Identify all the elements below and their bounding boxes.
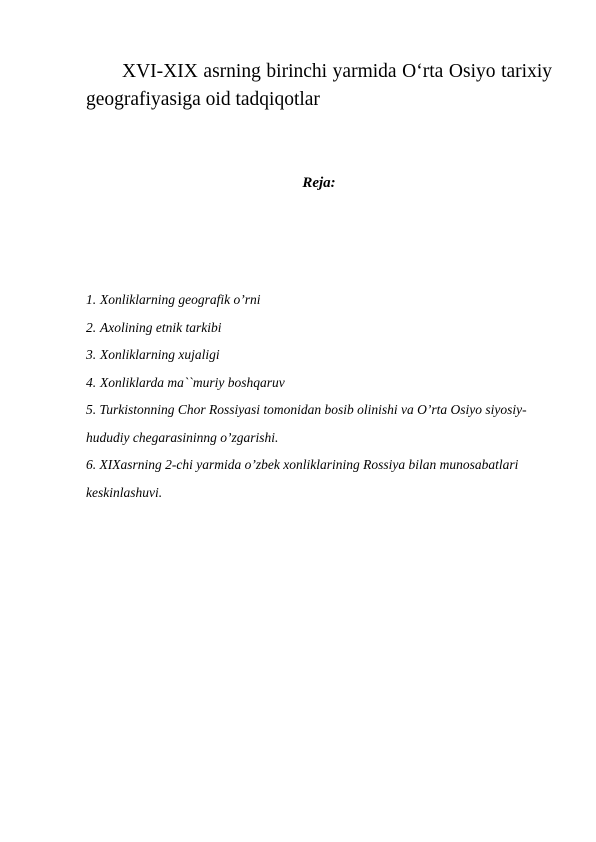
plan-item-text: Axolining etnik tarkibi: [100, 319, 222, 335]
plan-item-number: 6.: [86, 457, 97, 472]
plan-item-text: Xonliklarda ma``muriy boshqaruv: [100, 374, 285, 390]
plan-item: [86, 286, 546, 314]
plan-item-text: Xonliklarning xujaligi: [100, 347, 220, 362]
plan-item: [86, 396, 546, 451]
plan-item-number: 5.: [86, 402, 97, 417]
plan-item-number: 1.: [86, 292, 97, 307]
plan-item-text: XIXasrning 2-chi yarmida o’zbek xonliklarining Rossiya bilan munosabatlari keskinlashuvi.: [86, 457, 519, 500]
plan-item: [86, 451, 546, 506]
plan-item-number: 4.: [86, 374, 97, 390]
plan-item-text: Xonliklarning geografik o’rni: [100, 292, 261, 307]
plan-item: [86, 341, 546, 369]
plan-item: [86, 369, 546, 397]
plan-item-number: 3.: [86, 347, 97, 362]
plan-item: [86, 314, 546, 342]
document-title: XVI-XIX asrning birinchi yarmida O‘rta Osiyo tarixiy geografiyasiga oid tadqiqotlar: [86, 61, 552, 110]
plan-heading: Reja:: [302, 175, 336, 191]
plan-list: [86, 286, 546, 506]
plan-item-number: 2.: [86, 319, 97, 335]
plan-item-text: Turkistonning Chor Rossiyasi tomonidan bosib olinishi va O’rta Osiyo siyosiy-hududiy chegarasininng o’zgarishi.: [86, 402, 527, 445]
